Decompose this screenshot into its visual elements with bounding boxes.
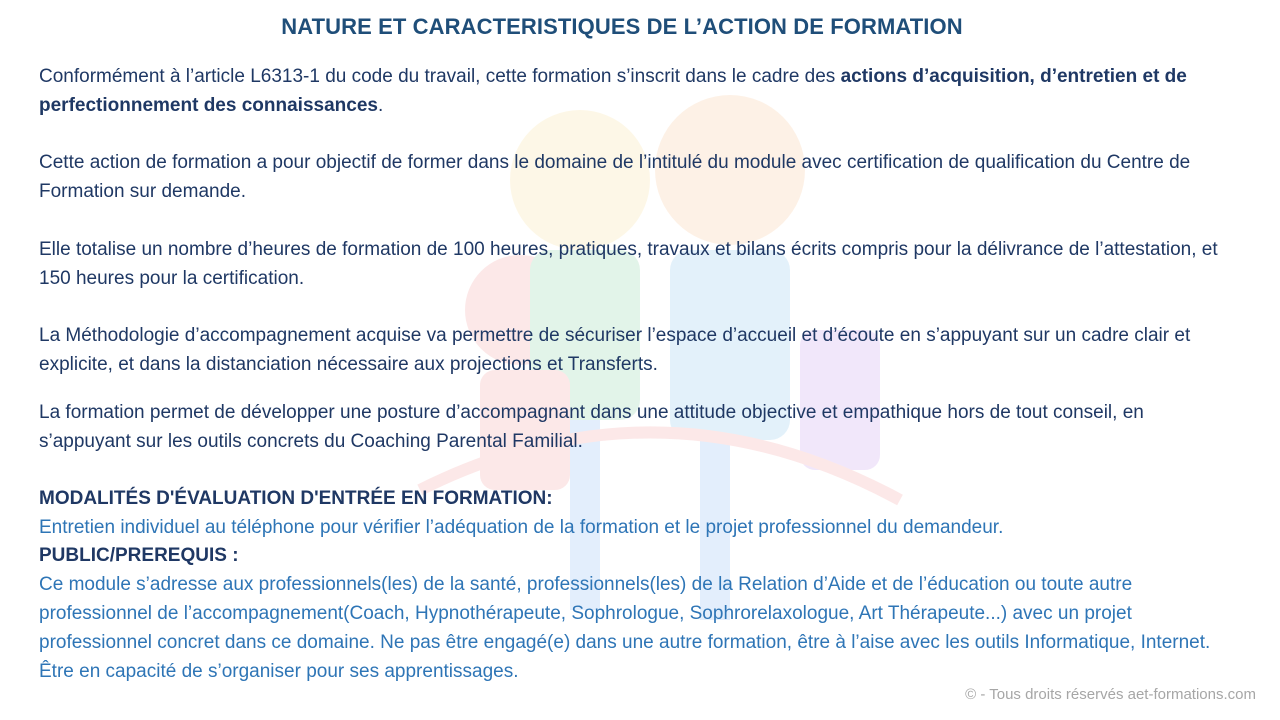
paragraph-legal-end: . xyxy=(377,95,384,116)
copyright-footer: © - Tous droits réservés aet-formations.com xyxy=(965,686,1256,703)
evaluation-heading: MODALITÉS D'ÉVALUATION D'ENTRÉE EN FORMATION: xyxy=(39,488,553,509)
paragraph-legal-text: Conformément à l’article L6313-1 du code du travail, cette formation s’inscrit dans le cadre des xyxy=(39,66,841,87)
page-title: NATURE ET CARACTERISTIQUES DE L’ACTION DE FORMATION xyxy=(281,14,963,39)
paragraph-objective: Cette action de formation a pour objectif de former dans le domaine de l’intitulé du module avec certification de qualification du Centre de Formation sur demande. xyxy=(39,152,1191,202)
public-text: Ce module s’adresse aux professionnels(les) de la santé, professionnels(les) de la Relation d’Aide et de l’éducation ou toute autre professionnel de l’accompagnement(Coach, Hypnothérapeute, Sophrologue, Sophrorelaxologue, Art Thérapeute...) avec un projet professionnel concret dans ce domaine. Ne pas être engagé(e) dans une autre formation, être à l’aise avec les outils Informatique, Internet. Être en capacité de s’organiser pour ses apprentissages. xyxy=(39,574,1211,682)
paragraph-posture: La formation permet de développer une posture d’accompagnant dans une attitude objective et empathique hors de tout conseil, en s’appuyant sur les outils concrets du Coaching Parental Familial. xyxy=(39,402,1144,452)
evaluation-text: Entretien individuel au téléphone pour vérifier l’adéquation de la formation et le projet professionnel du demandeur. xyxy=(39,517,1004,538)
public-heading: PUBLIC/PREREQUIS : xyxy=(39,545,239,566)
paragraph-legal-bold: actions d’acquisition, d’entretien et de perfectionnement des connaissances xyxy=(39,66,1187,116)
paragraph-legal-reference xyxy=(39,62,1229,120)
paragraph-hours: Elle totalise un nombre d’heures de formation de 100 heures, pratiques, travaux et bilans écrits compris pour la délivrance de l’attestation, et 150 heures pour la certification. xyxy=(39,239,1218,289)
paragraph-methodology: La Méthodologie d’accompagnement acquise va permettre de sécuriser l’espace d’accueil et d’écoute en s’appuyant sur un cadre clair et explicite, et dans la distanciation nécessaire aux projections et Transferts. xyxy=(39,325,1191,375)
